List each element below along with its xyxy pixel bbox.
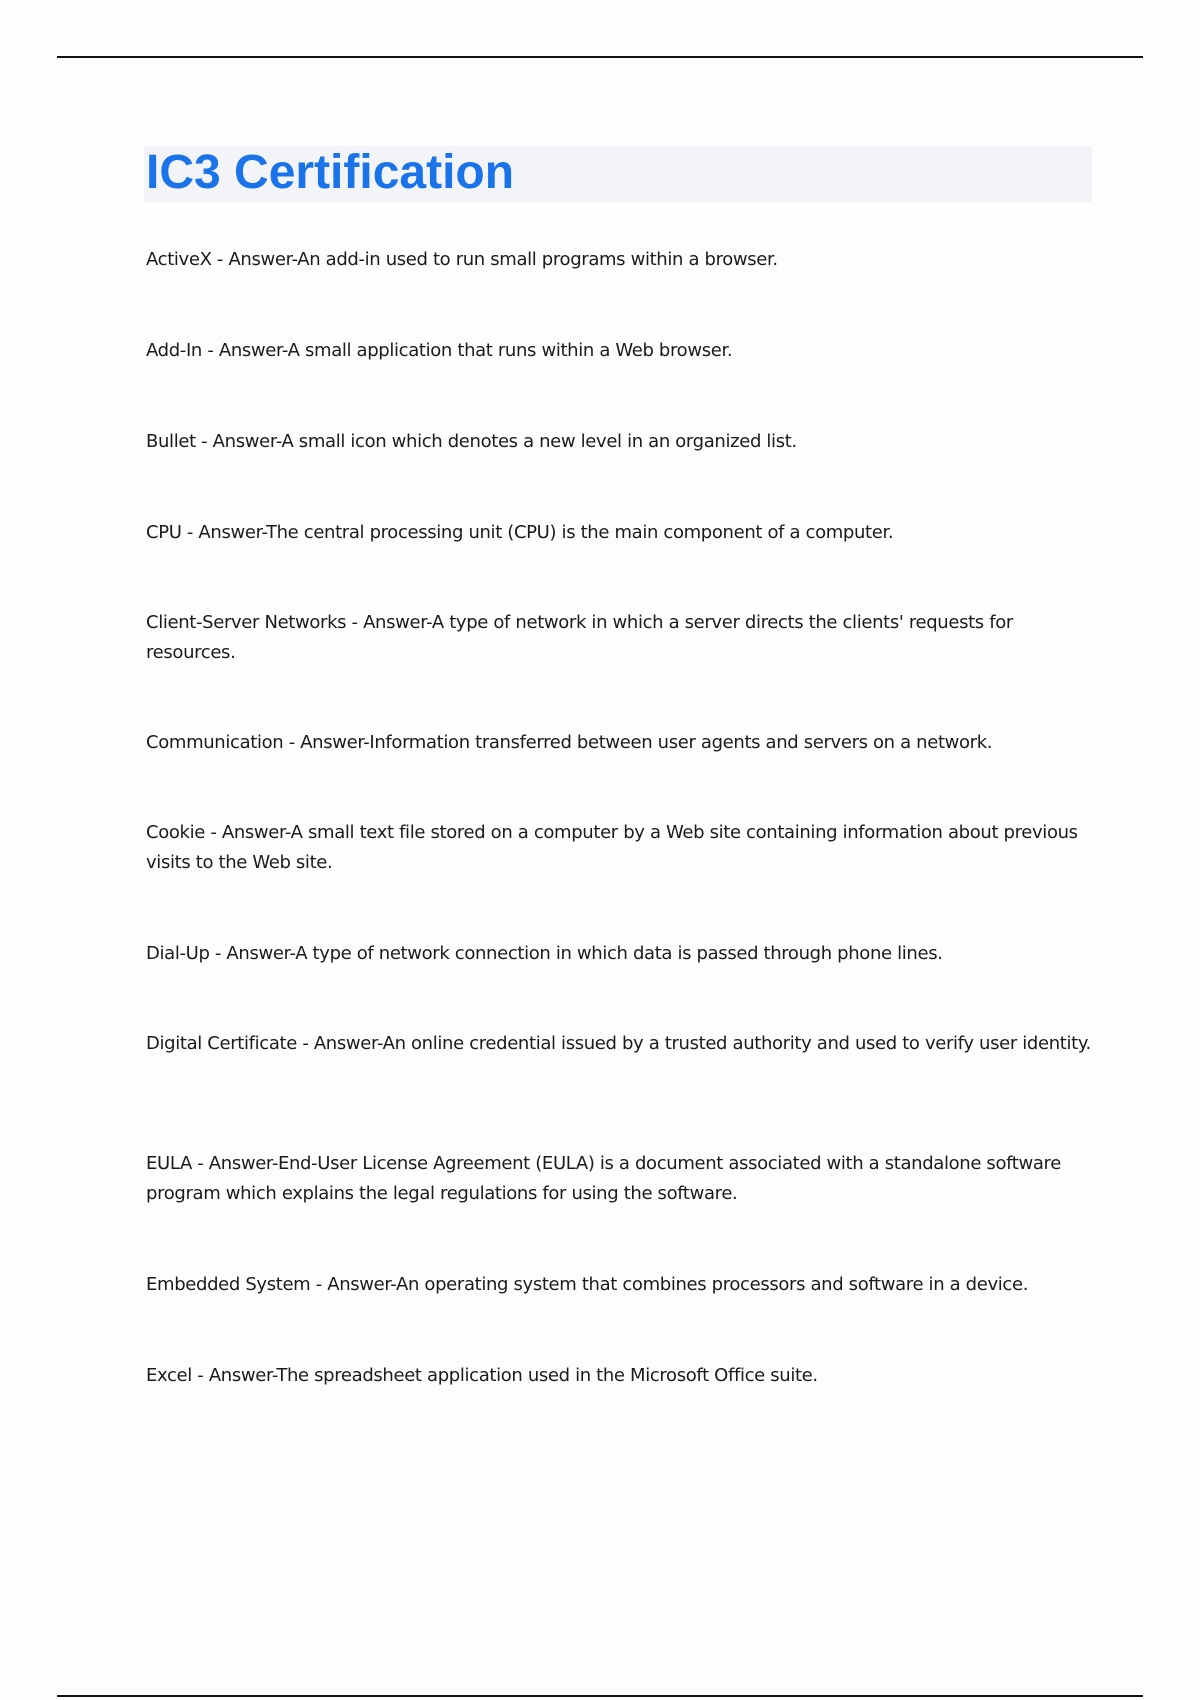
page-title: IC3 Certification	[146, 146, 515, 199]
qa-entry-excel: Excel - Answer-The spreadsheet application used in the Microsoft Office suite.	[146, 1365, 818, 1386]
qa-entry-eula: EULA - Answer-End-User License Agreement (EULA) is a document associated with a standalone software program which explains the legal regulations for using the software.	[146, 1153, 1061, 1204]
qa-entry-embedded-system: Embedded System - Answer-An operating system that combines processors and software in a device.	[146, 1274, 1029, 1295]
qa-entry-client-server: Client-Server Networks - Answer-A type of network in which a server directs the clients' requests for resources.	[146, 612, 1013, 663]
qa-entry-dial-up: Dial-Up - Answer-A type of network connection in which data is passed through phone lines.	[146, 943, 943, 964]
qa-entry-cpu: CPU - Answer-The central processing unit (CPU) is the main component of a computer.	[146, 522, 894, 543]
qa-entry-activex: ActiveX - Answer-An add-in used to run small programs within a browser.	[146, 249, 778, 270]
qa-entry-cookie: Cookie - Answer-A small text file stored on a computer by a Web site containing information about previous visits to the Web site.	[146, 822, 1078, 873]
qa-entry-add-in: Add-In - Answer-A small application that runs within a Web browser.	[146, 340, 733, 361]
qa-entry-digital-cert: Digital Certificate - Answer-An online credential issued by a trusted authority and used to verify user identity.	[146, 1033, 1091, 1054]
qa-entry-bullet: Bullet - Answer-A small icon which denotes a new level in an organized list.	[146, 431, 797, 452]
footer-rule	[57, 1695, 1143, 1697]
qa-entry-communication: Communication - Answer-Information transferred between user agents and servers on a network.	[146, 732, 993, 753]
header-rule	[57, 56, 1143, 58]
